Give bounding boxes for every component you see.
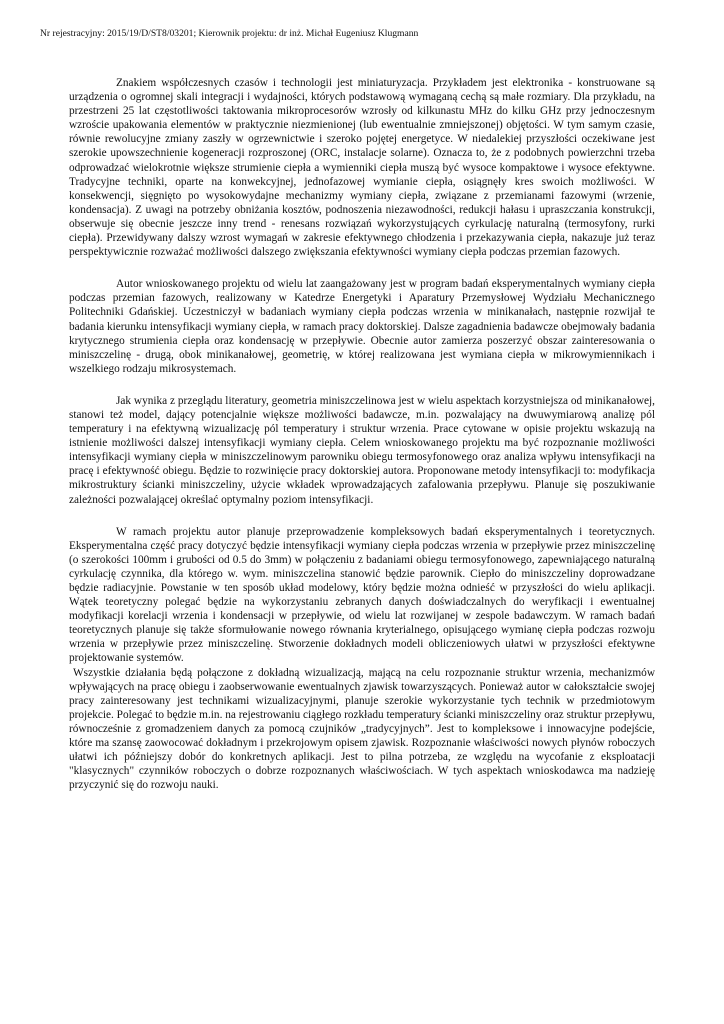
page-header: Nr rejestracyjny: 2015/19/D/ST8/03201; Kierownik projektu: dr inż. Michał Eugeniusz Klugmann — [40, 28, 419, 39]
paragraph-author-background: Autor wnioskowanego projektu od wielu lat zaangażowany jest w program badań eksperymentalnych wymiany ciepła podczas przemian fazowych, realizowany w Katedrze Energetyki i Aparatury Przemysłowej Wydziału Mechanicznego Politechniki Gdańskiej. Uczestniczył w badaniach wymiany ciepła podczas wrzenia w minikanałach, następnie rozwijał te badania kierunku intensyfikacji wymiany ciepła, w ramach pracy doktorskiej. Dalsze zagadnienia badawcze obejmowały badania krytycznego strumienia ciepła oraz kondensację w przepływie. Obecnie autor zamierza poszerzyć obszar zainteresowania o miniszczelinę - drugą, obok minikanałowej, geometrię, w której realizowana jest wymiana ciepła w mikrowymiennikach i wszelkiego rodzaju mikrosystemach. — [69, 278, 655, 375]
paragraph-literature-review: Jak wynika z przeglądu literatury, geometria miniszczelinowa jest w wielu aspektach korzystniejsza od minikanałowej, stanowi też model, dający potencjalnie większe możliwości badawcze, m.in. pozwalający na dwuwymiarową analizę pól temperatury i na efektywną wizualizację pól temperatury i struktur wrzenia. Prace cytowane w opisie projektu wskazują na istnienie możliwości dalszej intensyfikacji wymiany ciepła. Celem wnioskowanego projektu ma być rozpoznanie możliwości intensyfikacji wymiany ciepła w miniszczelinowym parowniku obiegu termosyfonowego oraz analiza wpływu intensyfikacji na pracę i efektywność obiegu. Będzie to rozwinięcie pracy doktorskiej autora. Proponowane metody intensyfikacji to: modyfikacja mikrostruktury ścianki miniszczeliny, użycie wkładek wprowadzających zafalowania przepływu. Planuje się poszukiwanie zależności pozwalającej określać optymalny poziom intensyfikacji. — [69, 394, 655, 506]
paragraph-visualization: Wszystkie działania będą połączone z dokładną wizualizacją, mającą na celu rozpoznanie struktur wrzenia, mechanizmów wpływających na pracę obiegu i zaobserwowanie ewentualnych zjawisk towarzyszących. Ponieważ autor w całokształcie swojej pracy zainteresowany jest technikami wizualizacyjnymi, planuje szerokie wykorzystanie tych technik w przedmiotowym projekcie. Polegać to będzie m.in. na rejestrowaniu ciągłego rozkładu temperatury ścianki miniszczeliny oraz struktur przepływu, równocześnie z gromadzeniem danych za pomocą czujników „tradycyjnych”. Jest to kompleksowe i innowacyjne podejście, które ma szansę zaowocować dokładnym i przekrojowym opisem zjawisk. Rozpoznanie właściwości nowych płynów roboczych ułatwi ich późniejszy dobór do konkretnych aplikacji. Jest to pilna potrzeba, ze względu na wycofanie z eksploatacji "klasycznych" czynników roboczych o dobrze rozpoznanych właściwościach. W tych aspektach wnioskodawca ma nadzieję przyczynić się do rozwoju nauki. — [69, 666, 655, 792]
paragraph-miniaturization: Znakiem współczesnych czasów i technologii jest miniaturyzacja. Przykładem jest elektronika - konstruowane są urządzenia o ogromnej skali integracji i wydajności, których podstawową wymaganą cechą są małe rozmiary. Dla przykładu, na przestrzeni 25 lat częstotliwości taktowania mikroprocesorów wzrosły od kilkunastu MHz do kilku GHz przy jednoczesnym wzroście upakowania elementów w praktycznie niezmienionej (lub ewentualnie zmniejszonej) objętości. W tym samym czasie, równie rewolucyjne zmiany zaszły w ogrzewnictwie i szeroko pojętej energetyce. W niedalekiej przyszłości oczekiwane jest szerokie upowszechnienie kogeneracji rozproszonej (ORC, instalacje solarne). Oznacza to, że z podobnych powierzchni trzeba odprowadzać wielokrotnie większe strumienie ciepła a wymienniki ciepła muszą być wysoce kompaktowe i wysoce efektywne. Tradycyjne techniki, oparte na konwekcyjnej, jednofazowej wymianie ciepła, osiągnęły kres swoich możliwości. W konsekwencji, sięgnięto po wysokowydajne mechanizmy wymiany ciepła, związane z przemianami fazowymi (wrzenie, kondensacja). Z uwagi na potrzeby obniżania kosztów, podnoszenia niezawodności, redukcji hałasu i upraszczania konstrukcji, obserwuje się obecnie jeszcze inny trend - renesans rozwiązań wykorzystujących cyrkulację naturalną (termosyfony, rurki ciepła). Przewidywany dalszy wzrost wymagań w zakresie efektywnego chłodzenia i przekazywania ciepła, nakazuje już teraz perspektywicznie rozważać możliwości dalszego zwiększania efektywności wymiany ciepła podczas przemian fazowych. — [69, 77, 655, 259]
paragraph-research-plan: W ramach projektu autor planuje przeprowadzenie kompleksowych badań eksperymentalnych i teoretycznych. Eksperymentalna część pracy dotyczyć będzie intensyfikacji wymiany ciepła podczas wrzenia w przepływie przez miniszczelinę (o szerokości 100mm i grubości od 0.5 do 3mm) w połączeniu z badaniami obiegu termosyfonowego, zapewniającego naturalną cyrkulację czynnika, dla którego w. wym. miniszczelina stanowić będzie parownik. Ciepło do miniszczeliny doprowadzane będzie radiacyjnie. Powstanie w ten sposób układ modelowy, który będzie można odnieść w przyszłości do wielu aplikacji. Wątek teoretyczny polegać będzie na wykorzystaniu zebranych danych doświadczalnych do weryfikacji i ewentualnej modyfikacji korelacji wrzenia i kondensacji w przepływie, od wielu lat rozwijanej w zespole badawczym. W ramach badań teoretycznych planuje się także sformułowanie nowego równania kryterialnego, opisującego wymianę ciepła podczas rozwoju wrzenia w przepływie przez miniszczelinę. Stworzenie dokładnych modeli obliczeniowych ułatwi w przyszłości efektywne projektowanie systemów. — [69, 525, 655, 665]
document-body — [69, 76, 655, 792]
